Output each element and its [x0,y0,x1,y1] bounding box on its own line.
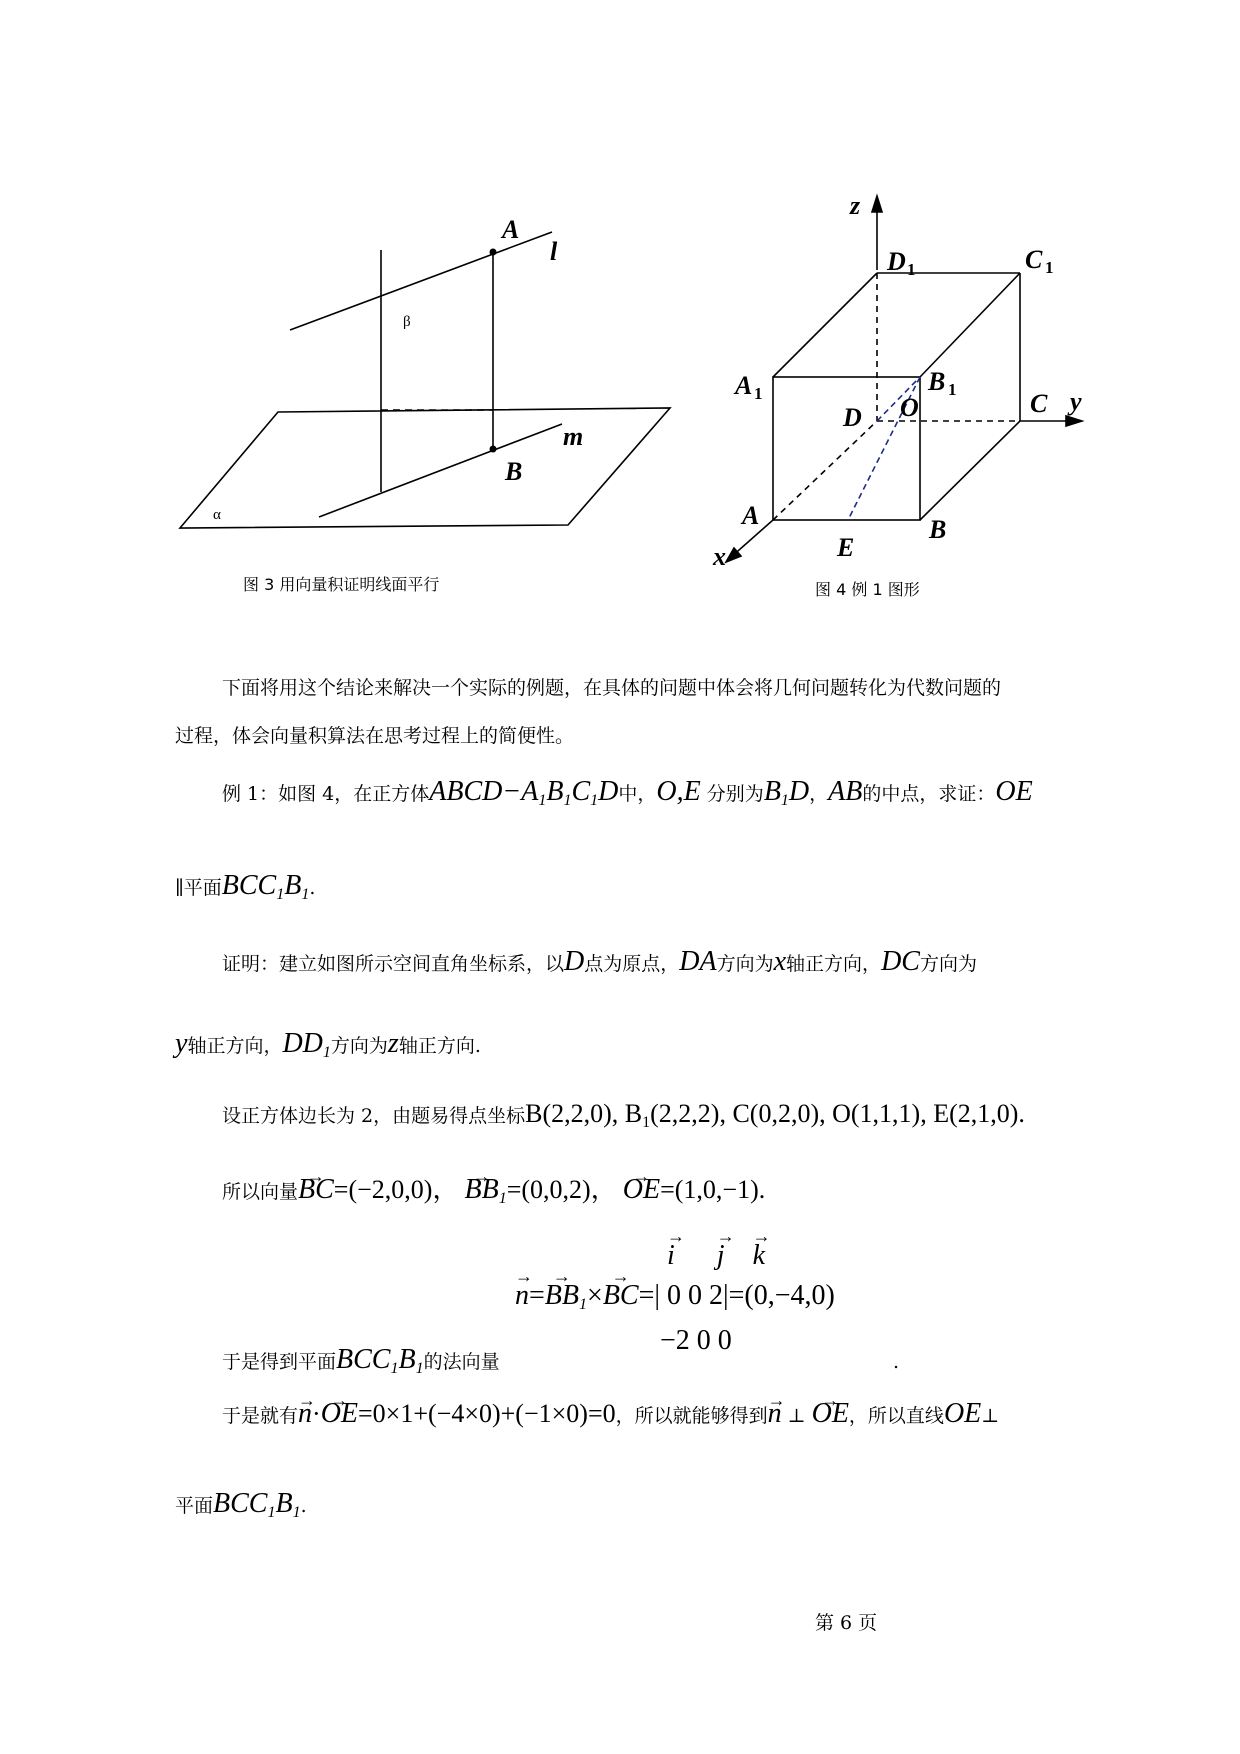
label-A: A [742,501,760,530]
figure-3-diagram [170,200,690,530]
label-A1: A [735,371,753,400]
label-z: z [850,191,861,220]
figure-3-caption: 图 3 用向量积证明线面平行 [243,575,440,594]
label-B1: B [928,367,946,396]
label-B: B [505,457,523,486]
figure-4-cube [700,190,1100,580]
line-l [290,232,552,330]
page-number: 第 6 页 [815,1612,878,1634]
label-A: A [502,215,520,244]
example-1-statement-cont: ∥平面$BCC_1B_1$. [175,870,316,903]
paragraph-intro-2: 过程，体会向量积算法在思考过程上的简便性。 [175,725,575,747]
label-E: E [837,533,855,562]
svg-text:1: 1 [907,260,916,279]
dot-product-line: 于是就有→ n·→ OE=0×1+(−4×0)+(−1×0)=0，所以就能够得到→ n ⊥ → OE，所以直线OE⊥ [222,1400,1152,1430]
label-B: B [929,515,947,544]
label-alpha: α [213,507,221,523]
label-D1: D [887,247,906,276]
line-m [319,424,562,517]
conclusion-line: 平面$BCC_1B_1$. [175,1488,307,1521]
label-m: m [563,422,584,451]
normal-vector-line: 于是得到平面$BCC_1B_1$的法向量 [222,1344,500,1377]
label-C1: C [1025,245,1043,274]
label-D: D [843,403,862,432]
det-unit-vectors: → i → j → k [667,1240,765,1272]
det-row-3: −2 0 0 [660,1325,732,1356]
example-1-statement: 例 1：如图 4，在正方体$ABCD-A_1B_1C_1D$中，O,E 分别为$B_1D$，AB的中点，求证：OE [222,776,1033,809]
plane-alpha [180,408,670,528]
point-A [490,249,497,256]
paragraph-intro-1: 下面将用这个结论来解决一个实际的例题，在具体的问题中体会将几何问题转化为代数问题的 [222,677,1002,699]
svg-text:1: 1 [1045,258,1054,277]
svg-text:1: 1 [754,384,763,403]
label-O: O [900,393,919,422]
label-l: l [550,237,558,266]
det-row-2: 0 0 2 [667,1280,723,1311]
label-C: C [1030,389,1048,418]
label-y: y [1070,387,1082,416]
proof-line-2: y轴正方向，$DD_1$方向为z轴正方向. [175,1028,481,1061]
label-x: x [713,542,726,571]
coordinates-line: 设正方体边长为 2，由题易得点坐标B(2,2,0), $B_1(2,2,2)$, C(0,2,0), O(1,1,1), E(2,1,0). [222,1099,1025,1131]
figure-4-caption: 图 4 例 1 图形 [815,580,920,599]
vectors-line: 所以向量→ BC=(−2,0,0)， → $BB_1=(0,0,2)$， → OE=(1,0,−1). [222,1176,1152,1213]
point-B [490,446,497,453]
label-beta: β [403,314,411,330]
normal-vector-equation: → n=→ BB1×→ BC=| 0 0 2|=(0,−4,0) [515,1280,835,1314]
normal-period: . [893,1351,900,1373]
proof-line-1: 证明：建立如图所示空间直角坐标系，以D点为原点，DA方向为x轴正方向，DC方向为 [222,946,977,977]
svg-text:1: 1 [948,380,957,399]
